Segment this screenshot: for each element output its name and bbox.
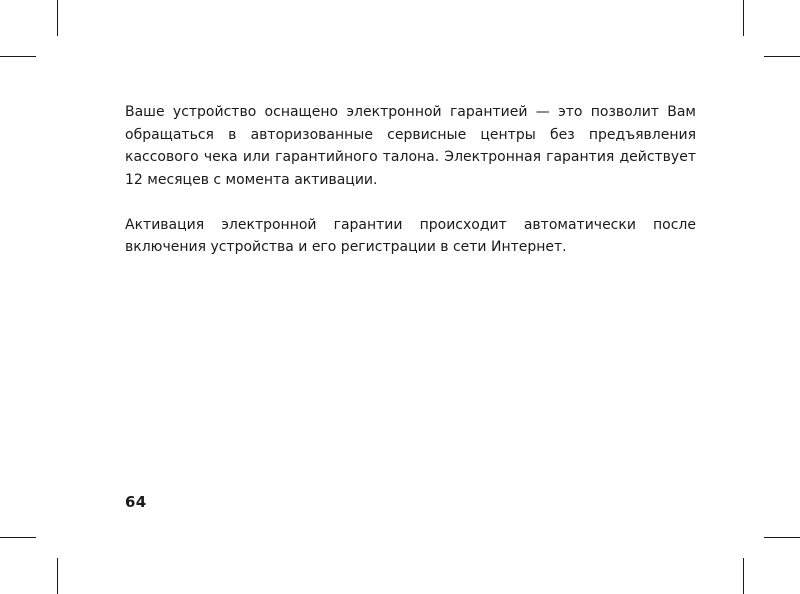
page-body [125,101,696,259]
paragraph-warranty-activation: Активация электронной гарантии происходит автоматически после включения устройства и его регистрации в сети Интернет. [125,216,696,255]
crop-mark-bottom-right-horizontal [764,537,800,538]
paragraph-warranty-intro: Ваше устройство оснащено электронной гарантией — это позволит Вам обращаться в авторизованные сервисные центры без предъявления кассового чека или гарантийного талона. Электронная гарантия действует 12 месяцев с момента активации. [125,104,696,188]
page-number: 64 [125,493,147,511]
crop-mark-bottom-left-vertical [57,558,58,594]
crop-mark-bottom-right-vertical [743,558,744,594]
crop-mark-top-right-horizontal [764,56,800,57]
crop-mark-bottom-left-horizontal [0,537,36,538]
crop-mark-top-right-vertical [743,0,744,36]
crop-mark-top-left-vertical [57,0,58,36]
crop-mark-top-left-horizontal [0,56,36,57]
